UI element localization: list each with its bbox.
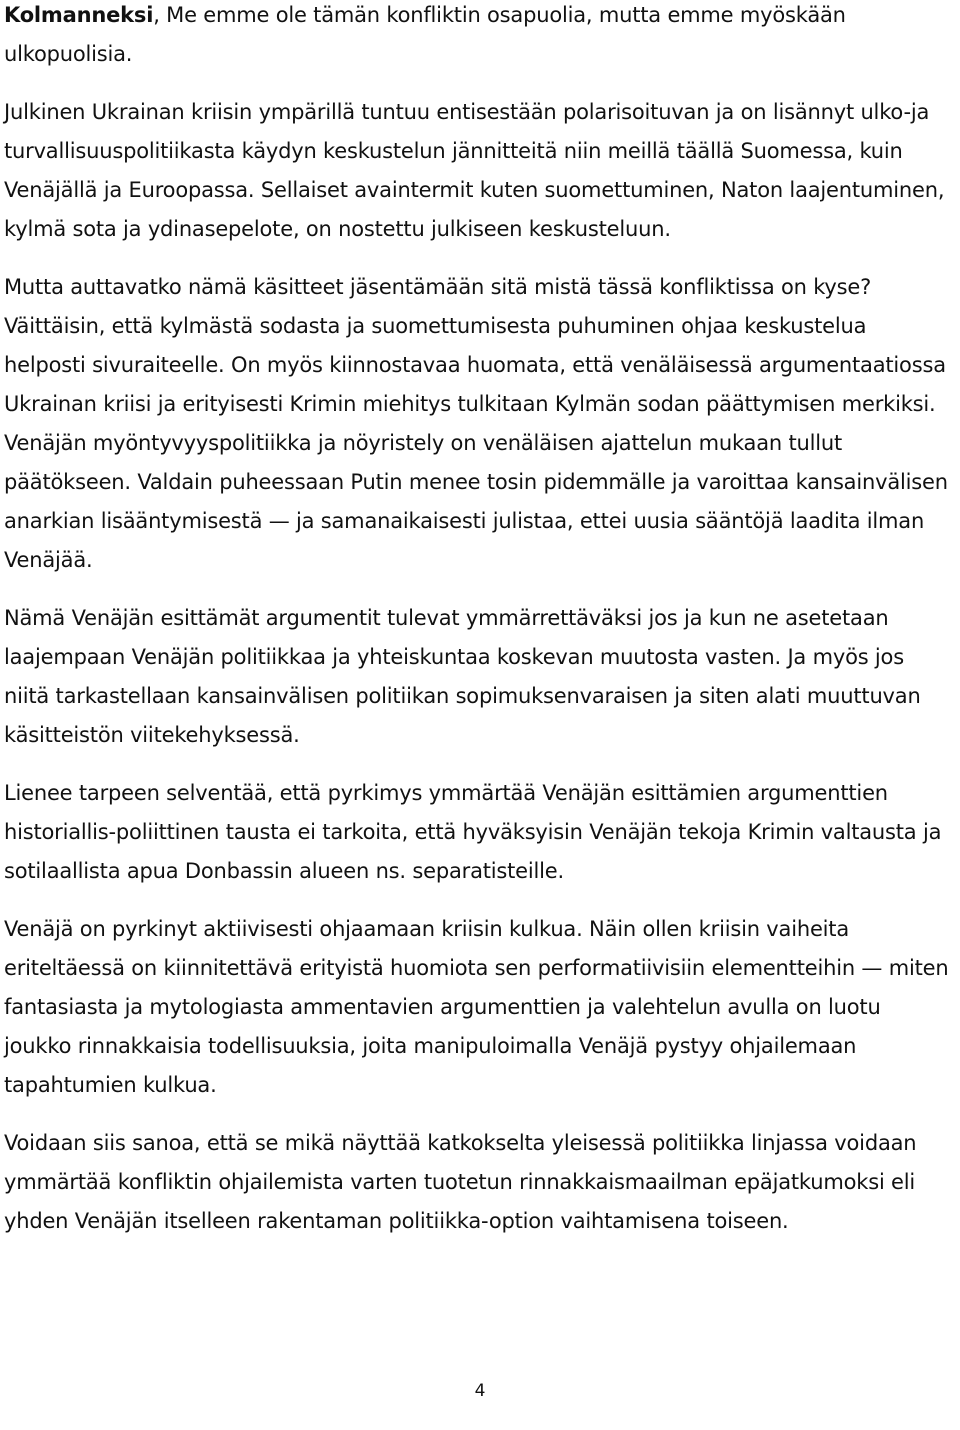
document-body	[4, 0, 954, 1241]
paragraph-text: , Me emme ole tämän konfliktin osapuolia, mutta emme myöskään ulkopuolisia.	[4, 3, 846, 66]
paragraph-lead-word: Kolmanneksi	[4, 3, 154, 27]
paragraph-text: Lienee tarpeen selventää, että pyrkimys ymmärtää Venäjän esittämien argumenttien historiallis-poliittinen tausta ei tarkoita, että hyväksyisin Venäjän tekoja Krimin valtausta ja sotilaallista apua Donbassin alueen ns. separatisteille.	[4, 781, 942, 883]
paragraph-7	[4, 1124, 954, 1241]
page-number: 4	[474, 1381, 486, 1401]
paragraph-1	[4, 0, 954, 74]
paragraph-text: Julkinen Ukrainan kriisin ympärillä tuntuu entisestään polarisoituvan ja on lisännyt ulko-ja turvallisuuspolitiikasta käydyn keskustelun jännitteitä niin meillä täällä Suomessa, kuin Venäjällä ja Euroopassa. Sellaiset avaintermit kuten suomettuminen, Naton laajentuminen, kylmä sota ja ydinasepelote, on nostettu julkiseen keskusteluun.	[4, 100, 945, 241]
paragraph-text: Voidaan siis sanoa, että se mikä näyttää katkokselta yleisessä politiikka linjassa voidaan ymmärtää konfliktin ohjailemista varten tuotetun rinnakkaismaailman epäjatkumoksi eli yhden Venäjän itselleen rakentaman politiikka-option vaihtamisena toiseen.	[4, 1131, 917, 1233]
paragraph-text: Nämä Venäjän esittämät argumentit tulevat ymmärrettäväksi jos ja kun ne asetetaan laajempaan Venäjän politiikkaa ja yhteiskuntaa koskevan muutosta vasten. Ja myös jos niitä tarkastellaan kansainvälisen politiikan sopimuksenvaraisen ja siten alati muuttuvan käsitteistön viitekehyksessä.	[4, 606, 921, 747]
paragraph-text: Venäjä on pyrkinyt aktiivisesti ohjaamaan kriisin kulkua. Näin ollen kriisin vaiheita eriteltäessä on kiinnitettävä erityistä huomiota sen performatiivisiin elementteihin — miten fantasiasta ja mytologiasta ammentavien argumenttien ja valehtelun avulla on luotu joukko rinnakkaisia todellisuuksia, joita manipuloimalla Venäjä pystyy ohjailemaan tapahtumien kulkua.	[4, 917, 949, 1097]
paragraph-3	[4, 268, 954, 580]
paragraph-2	[4, 93, 954, 249]
paragraph-5	[4, 774, 954, 891]
paragraph-4	[4, 599, 954, 755]
paragraph-text: Mutta auttavatko nämä käsitteet jäsentämään sitä mistä tässä konfliktissa on kyse? Väittäisin, että kylmästä sodasta ja suomettumisesta puhuminen ohjaa keskustelua helposti sivuraiteelle. On myös kiinnostavaa huomata, että venäläisessä argumentaatiossa Ukrainan kriisi ja erityisesti Krimin miehitys tulkitaan Kylmän sodan päättymisen merkiksi. Venäjän myöntyvyyspolitiikka ja nöyristely on venäläisen ajattelun mukaan tullut päätökseen. Valdain puheessaan Putin menee tosin pidemmälle ja varoittaa kansainvälisen anarkian lisääntymisestä — ja samanaikaisesti julistaa, ettei uusia sääntöjä laadita ilman Venäjää.	[4, 275, 948, 572]
paragraph-6	[4, 910, 954, 1105]
